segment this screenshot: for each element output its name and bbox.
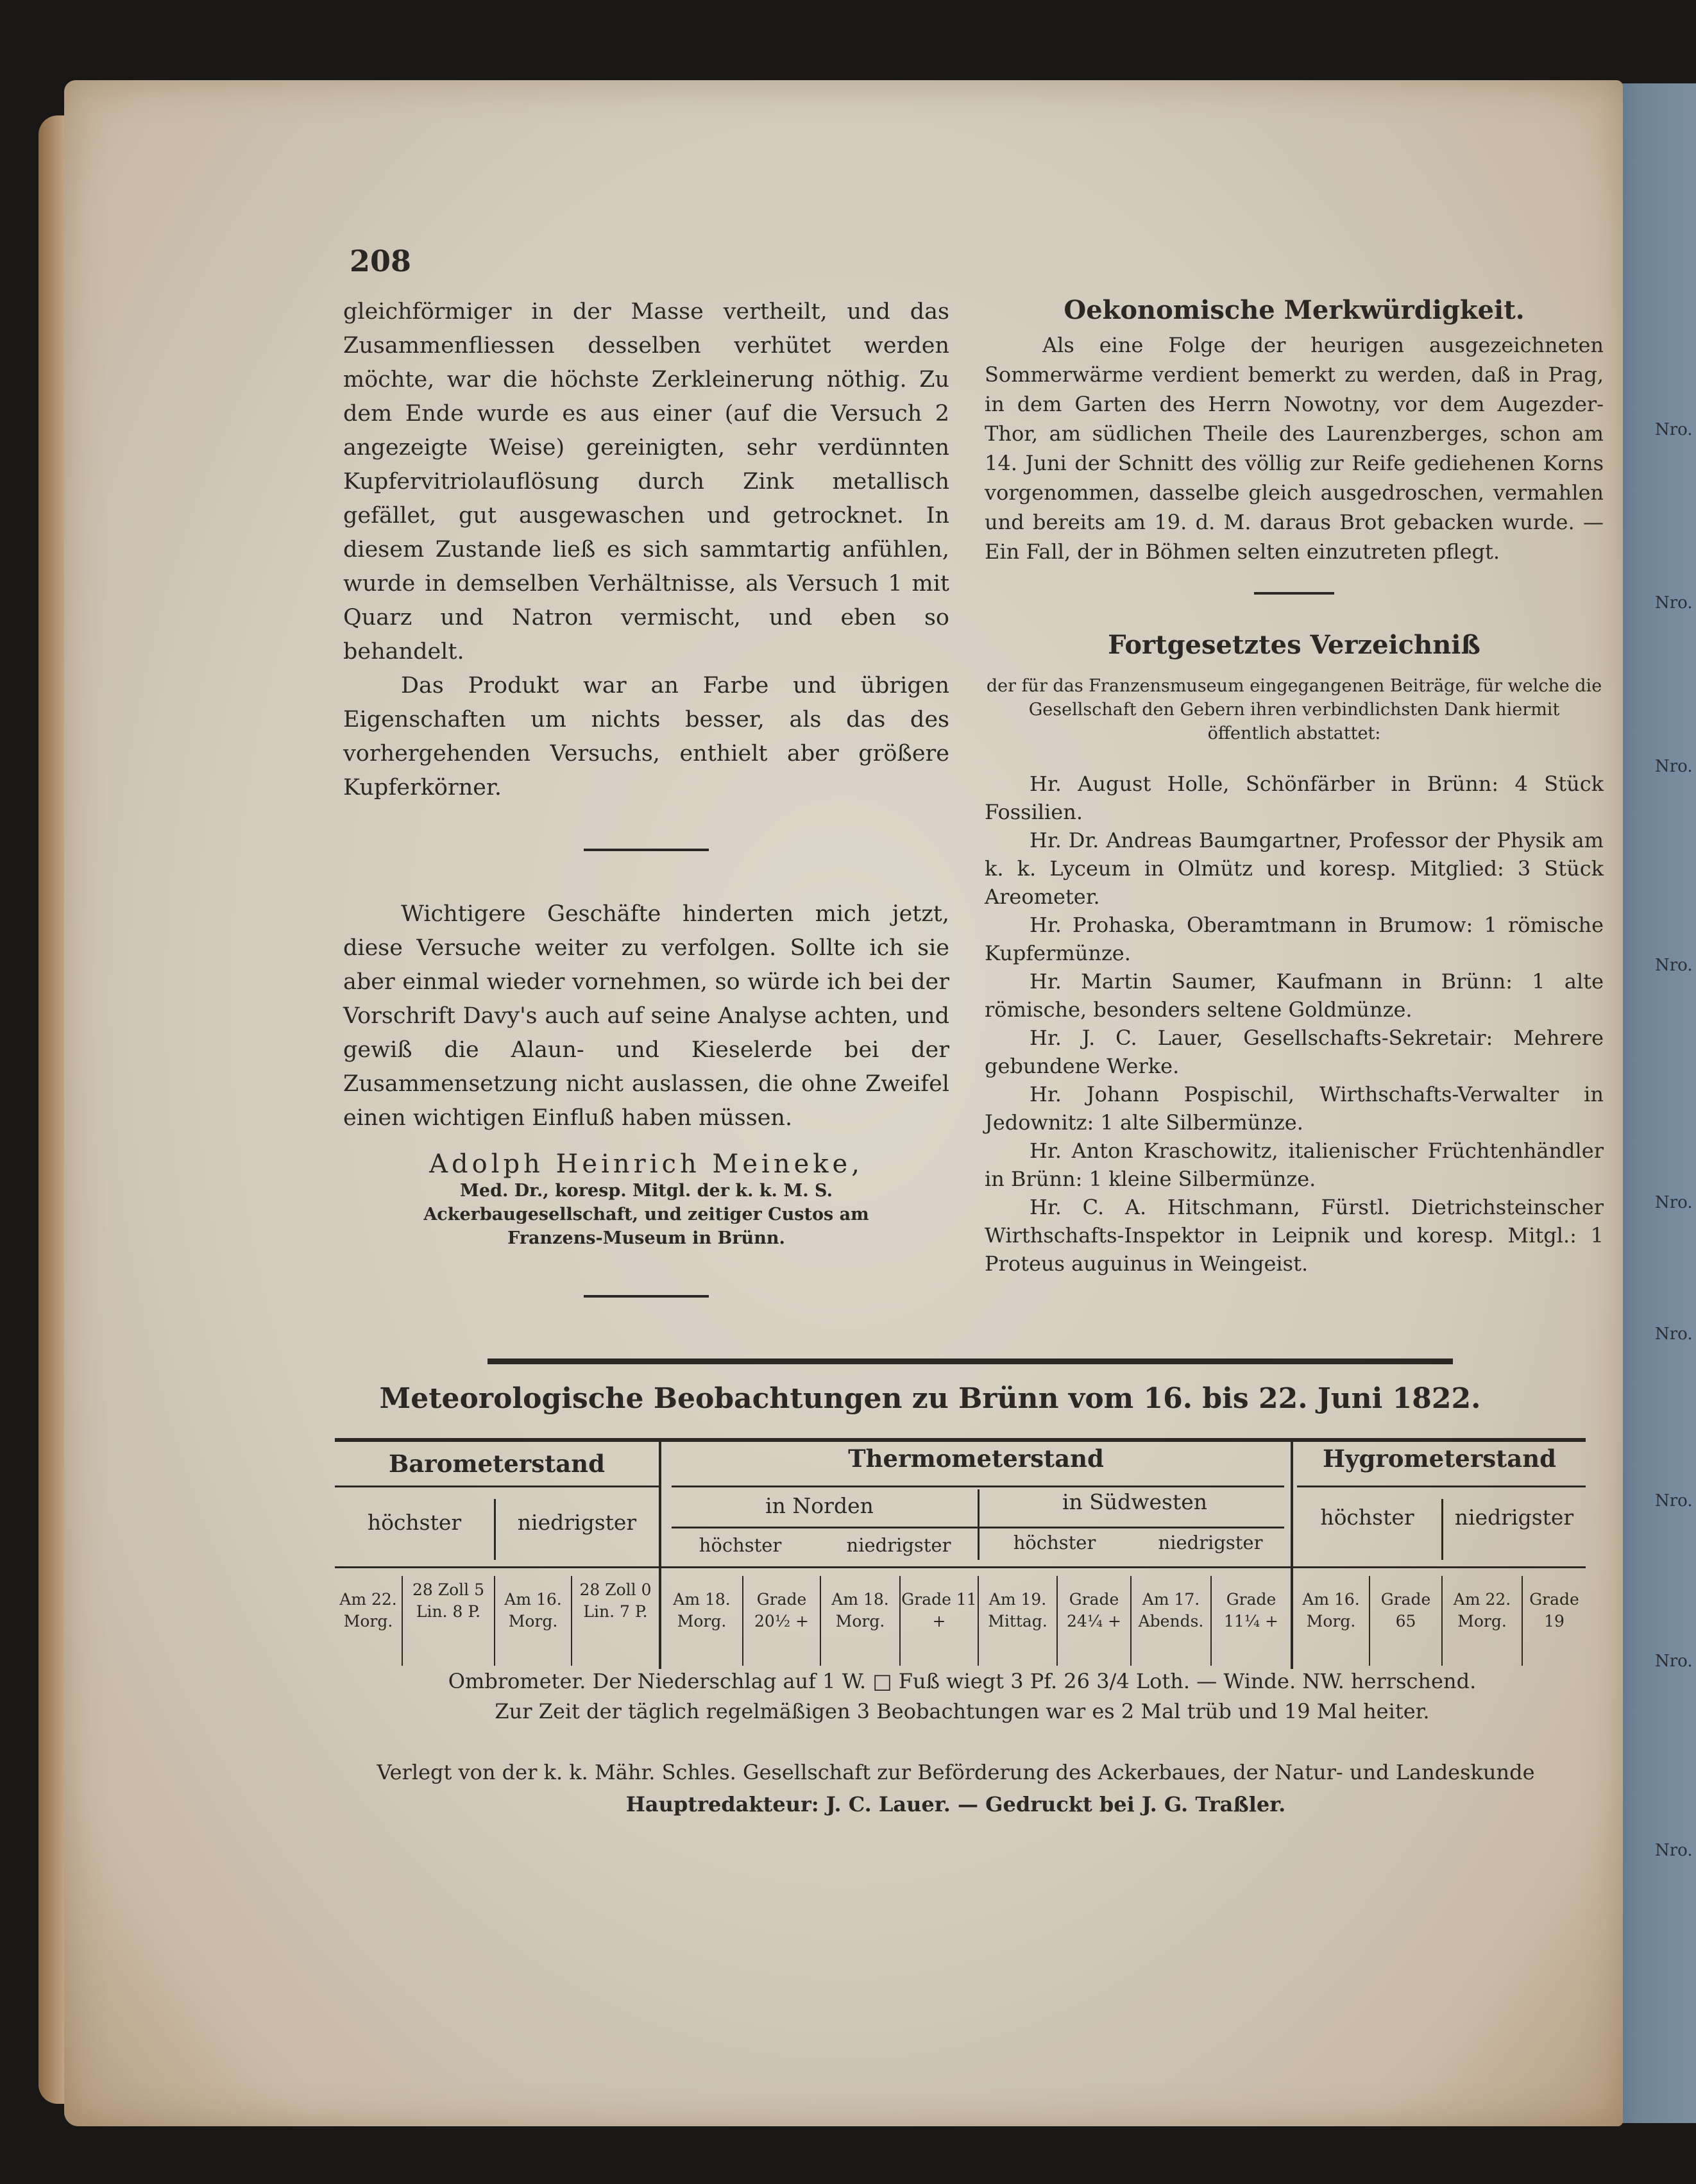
hy-high-value: Grade 65 xyxy=(1380,1590,1431,1630)
contribution-item: Hr. C. A. Hitschmann, Fürstl. Dietrichsteinscher Wirthschafts-Inspektor in Leipnik und koresp. Mitgl.: 1 Proteus auguinus in Weingeist. xyxy=(985,1195,1604,1276)
section-heading: Fortgesetztes Verzeichniß xyxy=(1108,630,1480,660)
signature-name: Adolph Heinrich Meineke, xyxy=(429,1149,863,1179)
hy-high-date: Am 16. Morg. xyxy=(1302,1590,1360,1630)
contribution-item: Hr. August Holle, Schönfärber in Brünn: 4 Stück Fossilien. xyxy=(985,772,1604,824)
tn-high-value: Grade 20½ + xyxy=(754,1590,809,1630)
meteo-top-rule xyxy=(488,1359,1453,1364)
hy-low-value: Grade 19 xyxy=(1529,1590,1579,1630)
baro-high-value: 28 Zoll 5 Lin. 8 P. xyxy=(412,1580,485,1621)
table-rule xyxy=(335,1438,1586,1442)
tn-low-value: Grade 11 + xyxy=(901,1590,977,1630)
contribution-item: Hr. Prohaska, Oberamtmann in Brumow: 1 römische Kupfermünze. xyxy=(985,913,1604,965)
ts-low-date: Am 17. Abends. xyxy=(1138,1590,1204,1630)
baro-low-value: 28 Zoll 0 Lin. 7 P. xyxy=(579,1580,652,1621)
ombrometer-line-1: Ombrometer. Der Niederschlag auf 1 W. □ Fuß wiegt 3 Pf. 26 3/4 Loth. — Winde. NW. herrschend. xyxy=(448,1669,1477,1693)
tn-high-date: Am 18. Morg. xyxy=(673,1590,731,1630)
tn-high-label: höchster xyxy=(699,1534,782,1556)
baro-high-date: Am 22. Morg. xyxy=(339,1590,397,1630)
side-label: Nro. xyxy=(1655,956,1693,975)
side-label: Nro. xyxy=(1655,420,1693,439)
separator-rule xyxy=(584,1295,709,1298)
thermo-north-label: in Norden xyxy=(765,1493,874,1518)
side-label: Nro. xyxy=(1655,1841,1693,1860)
hygro-low-label: niedrigster xyxy=(1454,1505,1574,1530)
table-rule xyxy=(1297,1486,1586,1487)
signature-line: Franzens-Museum in Brünn. xyxy=(507,1228,785,1248)
barometer-low-label: niedrigster xyxy=(517,1510,637,1535)
side-label: Nro. xyxy=(1655,757,1693,776)
section-heading: Oekonomische Merkwürdigkeit. xyxy=(1064,295,1525,325)
meteo-table xyxy=(335,1438,1586,1677)
right-column xyxy=(985,295,1604,1278)
hygrometer-header: Hygrometerstand xyxy=(1323,1444,1556,1473)
ts-low-label: niedrigster xyxy=(1158,1532,1263,1553)
side-label: Nro. xyxy=(1655,593,1693,613)
contributions-list xyxy=(985,770,1604,1278)
ts-high-date: Am 19. Mittag. xyxy=(988,1590,1047,1630)
side-label: Nro. xyxy=(1655,1193,1693,1212)
meteo-title: Meteorologische Beobachtungen zu Brünn vom 16. bis 22. Juni 1822. xyxy=(379,1382,1481,1415)
contribution-item: Hr. Dr. Andreas Baumgartner, Professor der Physik am k. k. Lyceum in Olmütz und koresp. Mitglied: 3 Stück Areometer. xyxy=(985,828,1604,909)
side-label: Nro. xyxy=(1655,1491,1693,1511)
signature-line: Ackerbaugesellschaft, und zeitiger Custos am xyxy=(423,1205,869,1224)
thermo-southwest-label: in Südwesten xyxy=(1062,1489,1208,1514)
table-rule xyxy=(335,1486,659,1487)
table-rule xyxy=(672,1486,1284,1487)
ts-high-value: Grade 24¼ + xyxy=(1067,1590,1121,1630)
left-paragraph-1: gleichförmiger in der Masse vertheilt, und das Zusammenfliessen desselben verhütet werden möchte, war die höchste Zerkleinerung nöthig. Zu dem Ende wurde es aus einer (auf die Versuch 2 angezeigte Weise) gereinigten, sehr verdünnten Kupfervitriolauflösung durch Zink metallisch gefället, gut ausgewaschen und getrocknet. In diesem Zustande ließ es sich sammtartig anfühlen, wurde in demselben Verhältnisse, als Versuch 1 mit Quarz und Natron vermischt, und eben so behandelt. xyxy=(343,299,949,665)
signature-line: Med. Dr., koresp. Mitgl. der k. k. M. S. xyxy=(460,1181,833,1201)
footer-line-1: Verlegt von der k. k. Mähr. Schles. Gesellschaft zur Beförderung des Ackerbaues, der Natur- und Landeskunde xyxy=(377,1760,1535,1784)
thermometer-header: Thermometerstand xyxy=(848,1444,1104,1473)
baro-low-date: Am 16. Morg. xyxy=(504,1590,562,1630)
ombrometer-notes xyxy=(366,1666,1559,1727)
footer-line-2: Hauptredakteur: J. C. Lauer. — Gedruckt bei J. G. Traßler. xyxy=(625,1792,1286,1816)
contribution-item: Hr. Martin Saumer, Kaufmann in Brünn: 1 alte römische, besonders seltene Goldmünze. xyxy=(985,969,1604,1022)
hygro-high-label: höchster xyxy=(1320,1505,1414,1530)
side-label: Nro. xyxy=(1655,1652,1693,1671)
hy-low-date: Am 22. Morg. xyxy=(1453,1590,1511,1630)
side-label: Nro. xyxy=(1655,1325,1693,1344)
table-rule xyxy=(1291,1438,1293,1669)
contribution-item: Hr. J. C. Lauer, Gesellschafts-Sekretair: Mehrere gebundene Werke. xyxy=(985,1026,1604,1078)
tn-low-date: Am 18. Morg. xyxy=(831,1590,889,1630)
barometer-high-label: höchster xyxy=(367,1510,462,1535)
separator-rule xyxy=(584,849,709,851)
left-paragraph-3: Wichtigere Geschäfte hinderten mich jetzt, diese Versuche weiter zu verfolgen. Sollte ich sie aber einmal wieder vornehmen, so würde ich bei der Vorschrift Davy's auch auf seine Analyse achten, und gewiß die Alaun- und Kieselerde bei der Zusammensetzung nicht auslassen, die ohne Zweifel einen wichtigen Einfluß haben müssen. xyxy=(343,901,949,1131)
barometer-header: Barometerstand xyxy=(389,1450,605,1478)
page-number: 208 xyxy=(350,244,412,278)
table-rule xyxy=(335,1566,1586,1568)
imprint-footer xyxy=(321,1756,1591,1820)
left-column xyxy=(343,295,949,1298)
ts-high-label: höchster xyxy=(1013,1532,1096,1553)
section-subheading: der für das Franzensmuseum eingegangenen Beiträge, für welche die Gesellschaft den Gebern ihren verbindlichsten Dank hiermit öffentlich abstattet: xyxy=(986,676,1602,743)
left-paragraph-2: Das Produkt war an Farbe und übrigen Eigenschaften um nichts besser, als das des vorhergehenden Versuchs, enthielt aber größere Kupferkörner. xyxy=(343,673,949,800)
separator-rule xyxy=(1254,592,1334,595)
contribution-item: Hr. Anton Kraschowitz, italienischer Früchtenhändler in Brünn: 1 kleine Silbermünze. xyxy=(985,1139,1604,1191)
contribution-item: Hr. Johann Pospischil, Wirthschafts-Verwalter in Jedownitz: 1 alte Silbermünze. xyxy=(985,1082,1604,1135)
ts-low-value: Grade 11¼ + xyxy=(1224,1590,1278,1630)
ombrometer-line-2: Zur Zeit der täglich regelmäßigen 3 Beobachtungen war es 2 Mal trüb und 19 Mal heiter. xyxy=(495,1699,1430,1723)
tn-low-label: niedrigster xyxy=(846,1534,951,1556)
right-paragraph-1: Als eine Folge der heurigen ausgezeichneten Sommerwärme verdient bemerkt zu werden, daß in Prag, in dem Garten des Herrn Nowotny, vor dem Augezder-Thor, am südlichen Theile des Laurenzberges, schon am 14. Juni der Schnitt des völlig zur Reife gediehenen Korns vorgenommen, dasselbe gleich ausgedroschen, vermahlen und bereits am 19. d. M. daraus Brot gebacken wurde. — Ein Fall, der in Böhmen selten einzutreten pflegt. xyxy=(985,333,1604,564)
